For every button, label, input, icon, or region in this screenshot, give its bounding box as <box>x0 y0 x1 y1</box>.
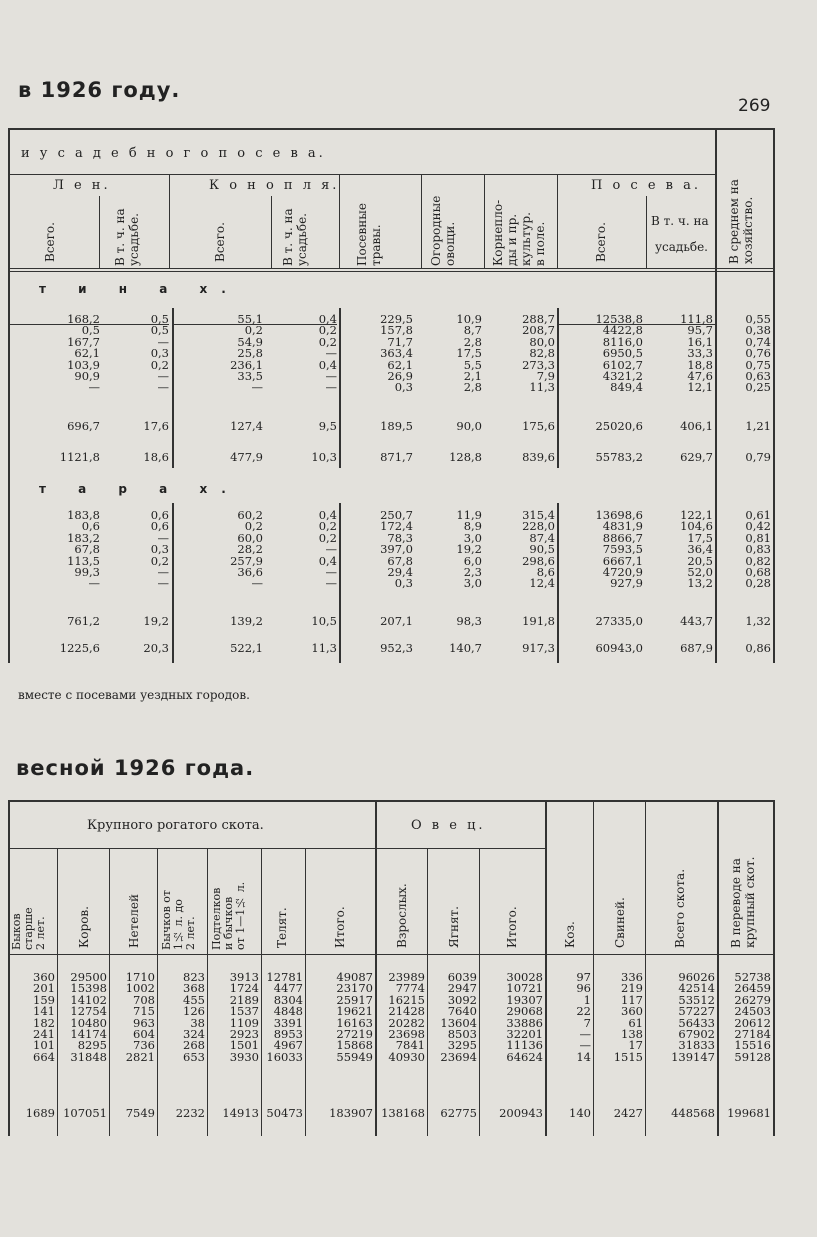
s2-r8-ovoshchi: 98,3 <box>456 614 482 628</box>
s2-average: 0,61 0,42 0,81 0,83 0,82 0,68 0,28 <box>745 508 771 591</box>
t2-total-yagnyat: 62775 <box>440 1106 477 1120</box>
col-average-header: В среднем на хозяйство. <box>727 179 755 264</box>
col-korneplody-header: Корнепло- ды и пр. культур. в поле. <box>491 199 547 266</box>
s2-r8-len-usadba: 19,2 <box>143 614 169 628</box>
s2-r8-average: 1,32 <box>745 614 771 628</box>
group-poseva: П о с е в а. <box>591 178 702 193</box>
col-korov-header: Коров. <box>77 906 91 948</box>
s1-r8-pos-usadba: 406,1 <box>680 419 713 433</box>
t2-total-telyat: 50473 <box>266 1106 303 1120</box>
s1-r8-travy: 189,5 <box>380 419 413 433</box>
s1-r8-ovoshchi: 90,0 <box>456 419 482 433</box>
t2-total-podtelkov: 14913 <box>222 1106 259 1120</box>
t2-total-korov: 107051 <box>63 1106 107 1120</box>
s1-korneplody: 288,7 208,7 80,0 82,8 273,3 7,9 11,3 <box>522 312 555 395</box>
col-byki-header: Быков старше 2 лет. <box>10 907 47 950</box>
t2-total-koz: 140 <box>569 1106 591 1120</box>
s1-kon-total: 55,1 0,2 54,9 25,8 236,1 33,5 — <box>230 312 263 395</box>
col-len-total-header: Всего. <box>43 222 57 262</box>
group-len: Л е н. <box>53 178 111 193</box>
heading-top: в 1926 году. <box>18 78 181 102</box>
s2-r8-pos-total: 27335,0 <box>595 614 643 628</box>
t2-total-byki: 1689 <box>25 1106 55 1120</box>
t2-total-perevod: 199681 <box>727 1106 771 1120</box>
s1-total-ovoshchi: 128,8 <box>449 450 482 464</box>
s1-r8-kon-total: 127,4 <box>230 419 263 433</box>
s2-total-travy: 952,3 <box>380 641 413 655</box>
s1-r8-korneplody: 175,6 <box>522 419 555 433</box>
s2-r8-travy: 207,1 <box>380 614 413 628</box>
t2-neteley: 1710 1002 708 715 963 604 736 2821 <box>125 970 155 1064</box>
s1-total-pos-usadba: 629,7 <box>680 450 713 464</box>
s2-total-kon-total: 522,1 <box>230 641 263 655</box>
t2-total-vzroslykh: 138168 <box>381 1106 425 1120</box>
group-konoplya: К о н о п л я. <box>209 178 340 193</box>
group-cattle: Крупного рогатого скота. <box>87 818 264 833</box>
col-neteley-header: Нетелей <box>127 893 141 948</box>
col-koz-header: Коз. <box>563 921 577 948</box>
t2-korov: 29500 15398 14102 12754 10480 14174 8295 31848 <box>70 970 107 1064</box>
col-vsego-header: Всего скота. <box>673 868 687 948</box>
group-sheep: О в е ц. <box>411 818 486 833</box>
s1-kon-usadba: 0,4 0,2 0,2 — 0,4 — — <box>318 312 337 395</box>
s1-total-len-usadba: 18,6 <box>143 450 169 464</box>
s1-average: 0,55 0,38 0,74 0,76 0,75 0,63 0,25 <box>745 312 771 395</box>
t2-bychkov: 823 368 455 126 38 324 268 653 <box>183 970 205 1064</box>
s1-len-usadba: 0,5 0,5 — 0,3 0,2 — — <box>150 312 169 395</box>
t2-yagnyat: 6039 2947 3092 7640 13604 8503 3295 23694 <box>440 970 477 1064</box>
s2-total-korneplody: 917,3 <box>522 641 555 655</box>
t2-total-sviney: 2427 <box>613 1106 643 1120</box>
s2-pos-total: 13698,6 4831,9 8866,7 7593,5 6667,1 4720,9 927,9 <box>595 508 643 591</box>
s2-total-len-total: 1225,6 <box>59 641 100 655</box>
col-len-usadba-header: В т. ч. на усадьбе. <box>113 208 141 266</box>
s2-total-kon-usadba: 11,3 <box>311 641 337 655</box>
t2-total-itogo2: 200943 <box>499 1106 543 1120</box>
footnote: вместе с посевами уездных городов. <box>18 688 250 702</box>
crop-area-table <box>8 128 775 663</box>
col-sviney-header: Свиней. <box>613 897 627 948</box>
col-yagnyat-header: Ягнят. <box>447 906 461 948</box>
t2-podtelkov: 3913 1724 2189 1537 1109 2923 1501 3930 <box>229 970 259 1064</box>
section-label-2: т а р а х. <box>39 482 240 496</box>
s2-r8-kon-total: 139,2 <box>230 614 263 628</box>
s2-r8-korneplody: 191,8 <box>522 614 555 628</box>
s1-total-travy: 871,7 <box>380 450 413 464</box>
s2-len-usadba: 0,6 0,6 — 0,3 0,2 — — <box>150 508 169 591</box>
s1-pos-usadba: 111,8 95,7 16,1 33,3 18,8 47,6 12,1 <box>680 312 713 395</box>
s2-kon-usadba: 0,4 0,2 0,2 — 0,4 — — <box>318 508 337 591</box>
s1-total-kon-total: 477,9 <box>230 450 263 464</box>
s2-travy: 250,7 172,4 78,3 397,0 67,8 29,4 0,3 <box>380 508 413 591</box>
t2-perevod: 52738 26459 26279 24503 20612 27184 15516 59128 <box>734 970 771 1064</box>
s2-ovoshchi: 11,9 8,9 3,0 19,2 6,0 2,3 3,0 <box>456 508 482 591</box>
col-kon-total-header: Всего. <box>213 222 227 262</box>
s2-pos-usadba: 122,1 104,6 17,5 36,4 20,5 52,0 13,2 <box>680 508 713 591</box>
col-itogo1-header: Итого. <box>333 906 347 948</box>
col-vzroslykh-header: Взрослых. <box>395 883 409 948</box>
s2-r8-len-total: 761,2 <box>67 614 100 628</box>
col-bychkov-header: Бычков от 1½ л. до 2 лет. <box>160 889 197 950</box>
livestock-table <box>8 800 775 1136</box>
s1-r8-len-total: 696,7 <box>67 419 100 433</box>
t2-byki: 360 201 159 141 182 241 101 664 <box>33 970 55 1064</box>
col-pos-usadba-header-1: В т. ч. на <box>651 214 709 228</box>
s1-r8-average: 1,21 <box>745 419 771 433</box>
col-telyat-header: Телят. <box>275 907 289 948</box>
col-itogo2-header: Итого. <box>505 906 519 948</box>
s1-total-pos-total: 55783,2 <box>595 450 643 464</box>
t2-total-itogo1: 183907 <box>329 1106 373 1120</box>
s2-len-total: 183,8 0,6 183,2 67,8 113,5 99,3 — <box>67 508 100 591</box>
s1-total-len-total: 1121,8 <box>59 450 100 464</box>
col-podtelkov-header: Подтелков и бычков от 1—1½ л. <box>210 881 247 950</box>
page-number: 269 <box>738 96 771 116</box>
t2-sviney: 336 219 117 360 61 138 17 1515 <box>613 970 643 1064</box>
s1-r8-pos-total: 25020,6 <box>595 419 643 433</box>
t2-koz: 97 96 1 22 7 — — 14 <box>576 970 591 1064</box>
s1-pos-total: 12538,8 4422,8 8116,0 6950,5 6102,7 4321,2 849,4 <box>595 312 643 395</box>
s2-r8-kon-usadba: 10,5 <box>311 614 337 628</box>
s2-korneplody: 315,4 228,0 87,4 90,5 298,6 8,6 12,4 <box>522 508 555 591</box>
s2-total-pos-total: 60943,0 <box>595 641 643 655</box>
col-kon-usadba-header: В т. ч. на усадьбе. <box>281 208 309 266</box>
t2-vsego: 96026 42514 53512 57227 56433 67902 31833 139147 <box>671 970 715 1064</box>
s1-r8-kon-usadba: 9,5 <box>318 419 337 433</box>
s1-r8-len-usadba: 17,6 <box>143 419 169 433</box>
t2-total-neteley: 7549 <box>125 1106 155 1120</box>
t2-vzroslykh: 23989 7774 16215 21428 20282 23698 7841 40930 <box>388 970 425 1064</box>
s2-total-pos-usadba: 687,9 <box>680 641 713 655</box>
s1-total-kon-usadba: 10,3 <box>311 450 337 464</box>
s2-kon-total: 60,2 0,2 60,0 28,2 257,9 36,6 — <box>230 508 263 591</box>
t2-itogo1: 49087 23170 25917 19621 16163 27219 15868 55949 <box>336 970 373 1064</box>
table1-banner: и у с а д е б н о г о п о с е в а. <box>21 146 326 161</box>
t2-total-bychkov: 2232 <box>175 1106 205 1120</box>
t2-total-vsego: 448568 <box>671 1106 715 1120</box>
col-pos-total-header: Всего. <box>594 222 608 262</box>
s2-total-len-usadba: 20,3 <box>143 641 169 655</box>
s2-r8-pos-usadba: 443,7 <box>680 614 713 628</box>
s1-travy: 229,5 157,8 71,7 363,4 62,1 26,9 0,3 <box>380 312 413 395</box>
s2-total-average: 0,86 <box>745 641 771 655</box>
col-travy-header: Посевные травы. <box>355 203 383 266</box>
t2-telyat: 12781 4477 8304 4848 3391 8953 4967 16033 <box>266 970 303 1064</box>
section-label-1: т и н а х. <box>39 282 240 296</box>
s1-len-total: 168,2 0,5 167,7 62,1 103,9 90,9 — <box>67 312 100 395</box>
col-ovoshchi-header: Огородные овощи. <box>429 195 457 266</box>
s1-ovoshchi: 10,9 8,7 2,8 17,5 5,5 2,1 2,8 <box>456 312 482 395</box>
s2-total-ovoshchi: 140,7 <box>449 641 482 655</box>
t2-itogo2: 30028 10721 19307 29068 33886 32201 11136 64624 <box>506 970 543 1064</box>
col-pos-usadba-header-2: усадьбе. <box>655 240 708 254</box>
col-perevod-header: В переводе на крупный скот. <box>729 856 757 948</box>
heading-bottom: весной 1926 года. <box>16 756 255 780</box>
s1-total-korneplody: 839,6 <box>522 450 555 464</box>
s1-total-average: 0,79 <box>745 450 771 464</box>
